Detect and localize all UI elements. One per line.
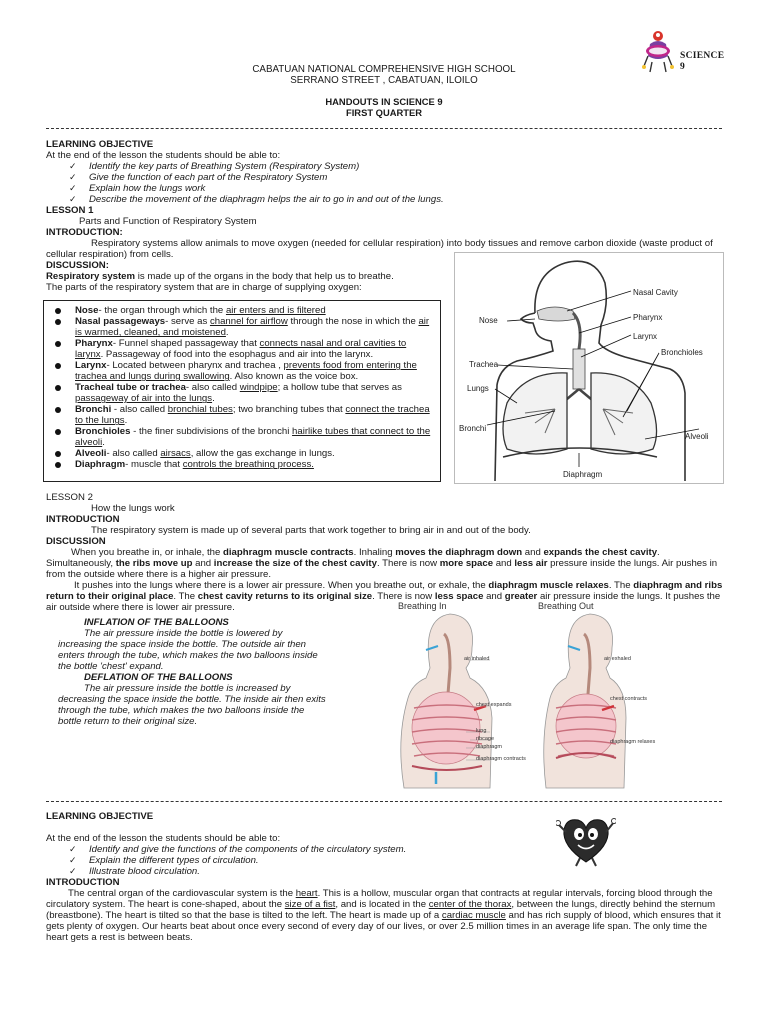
balloon-section xyxy=(58,617,326,727)
underlined-text: windpipe xyxy=(239,382,278,394)
lesson2-section xyxy=(46,492,726,613)
bold-text: less space xyxy=(434,591,484,603)
quarter-title: FIRST QUARTER xyxy=(345,107,423,118)
breathing-in-label: Breathing In xyxy=(398,601,447,611)
part-item xyxy=(49,426,435,448)
text: , and is located in the xyxy=(335,899,429,911)
text: and has rich supply of blood, which ensures that it gets plenty of oxygen. Our hearts beat about once every second of every day of our lives, or over 2.5 million times in an average life span. The only time the heart gets a rest is between beats. xyxy=(46,910,721,944)
bold-text: more space xyxy=(439,558,494,570)
text: - also called xyxy=(111,404,168,416)
text: , allow the gas exchange in lungs. xyxy=(190,448,335,460)
part-item xyxy=(49,305,435,316)
text: . There is now xyxy=(376,558,440,570)
objective-list xyxy=(46,844,730,877)
label-trachea: Trachea xyxy=(469,360,499,369)
part-item xyxy=(49,382,435,404)
lesson-label: LESSON 2 xyxy=(46,492,93,503)
text: . xyxy=(102,437,105,449)
text: . xyxy=(124,415,128,427)
text: air pressure inside the lungs. It pushes the air outside where there is lower air pressure. xyxy=(46,591,721,614)
separator xyxy=(46,128,722,129)
diaphragm-relaxes-label: diaphragm relaxes xyxy=(610,739,656,745)
parts-list xyxy=(49,305,435,470)
underlined-text: airsacs xyxy=(160,448,191,460)
bold-text: greater xyxy=(504,591,538,603)
text: - muscle that xyxy=(125,459,183,471)
text: - also called xyxy=(185,382,240,394)
term: Respiratory system xyxy=(46,271,136,283)
discussion-paragraph-1 xyxy=(46,547,726,580)
objective-list xyxy=(46,161,726,205)
text: - also called xyxy=(106,448,161,460)
discussion-text-2: The parts of the respiratory system that are in charge of supplying oxygen: xyxy=(46,282,362,294)
bold-text: expands the chest cavity xyxy=(543,547,658,559)
learning-objective-heading: LEARNING OBJECTIVE xyxy=(46,139,154,150)
chest-contracts-label: chest contracts xyxy=(610,696,647,702)
underlined-text: passageway of air into the lungs xyxy=(75,393,213,405)
underlined-text: hairlike tubes that connect to the alveoli xyxy=(75,426,431,449)
text: and xyxy=(493,558,515,570)
text: and xyxy=(483,591,505,603)
text: - the organ through which the xyxy=(98,305,226,316)
text: . Simultaneously, xyxy=(46,547,660,570)
part-term: Pharynx xyxy=(75,338,113,350)
objective-item: ✓ Identify the key parts of Breathing System (Respiratory System) xyxy=(63,161,726,172)
objective-item: ✓ Describe the movement of the diaphragm helps the air to go in and out of the lungs. xyxy=(63,194,726,205)
label-bronchi: Bronchi xyxy=(459,424,487,433)
text: . Also known as the voice box. xyxy=(229,371,359,383)
part-item xyxy=(49,316,435,338)
underlined-text: connect the trachea to the lungs xyxy=(75,404,430,427)
respiratory-system-figure xyxy=(454,252,724,484)
objective-intro: At the end of the lesson the students should be able to: xyxy=(46,833,281,845)
text: . Passageway of food into the esophagus and air into the larynx. xyxy=(100,349,374,361)
label-pharynx: Pharynx xyxy=(633,313,663,322)
lung-label: lung xyxy=(476,728,487,734)
label-larynx: Larynx xyxy=(633,332,658,341)
part-item xyxy=(49,360,435,382)
introduction-heading: INTRODUCTION xyxy=(46,514,120,526)
text: and xyxy=(192,558,214,570)
breathing-figure xyxy=(386,598,676,794)
objective-item: ✓ Illustrate blood circulation. xyxy=(63,866,730,877)
heart-mascot-icon xyxy=(556,812,616,868)
heart-mascot xyxy=(556,812,616,868)
part-term: Bronchioles xyxy=(75,426,131,438)
underlined-text: prevents food from entering the trachea and lungs during swallowing xyxy=(75,360,417,383)
discussion-text xyxy=(46,271,436,282)
introduction-text: Respiratory systems allow animals to move oxygen (needed for cellular respiration) into body tissues and remove carbon dioxide (waste product of cellular respiration) from cells. xyxy=(46,238,713,261)
label-nasal-cavity: Nasal Cavity xyxy=(633,288,678,297)
lesson-title: How the lungs work xyxy=(91,503,175,515)
underlined-text: channel for airflow xyxy=(209,316,288,328)
text: ; a hollow tube that serves as xyxy=(277,382,402,394)
learning-objective-heading: LEARNING OBJECTIVE xyxy=(46,811,154,822)
separator xyxy=(46,801,722,802)
text: pressure inside the lungs. Air pushes in from the outside where there is a higher air pressure. xyxy=(46,558,718,581)
respiratory-diagram-icon xyxy=(455,253,723,483)
bold-text: increase the size of the chest cavity xyxy=(213,558,377,570)
diaphragm-label: diaphragm xyxy=(476,744,502,750)
label-bronchioles: Bronchioles xyxy=(661,348,703,357)
objective-item: ✓ Explain how the lungs work xyxy=(63,183,726,194)
underlined-text: heart xyxy=(295,888,318,900)
part-term: Diaphragm xyxy=(75,459,126,471)
lesson3-section xyxy=(46,811,730,943)
part-item xyxy=(49,338,435,360)
underlined-text: center of the thorax xyxy=(428,899,512,911)
underlined-text: controls the breathing process. xyxy=(182,459,314,471)
objective-item: ✓ Explain the different types of circulation. xyxy=(63,855,730,866)
inflation-text: The air pressure inside the bottle is lowered by increasing the space inside the bottle. The outside air then enters through the tube, which makes the two balloons inside the bottle 'chest' expand. xyxy=(58,628,318,673)
school-address: SERRANO STREET , CABATUAN, ILOILO xyxy=(290,75,478,86)
text: - the finer subdivisions of the bronchi xyxy=(130,426,293,438)
introduction-text xyxy=(46,888,730,943)
underlined-text: connects nasal and oral cavities to larynx xyxy=(75,338,407,361)
part-term: Bronchi xyxy=(75,404,112,416)
bold-text: moves the diaphragm down xyxy=(395,547,523,559)
deflation-text: The air pressure inside the bottle is increased by decreasing the space inside the bottle. The inside air then exits through the tube, which makes the two balloons inside the bottle return to their original size. xyxy=(58,683,326,728)
discussion-heading: DISCUSSION xyxy=(46,536,106,548)
text: The central organ of the cardiovascular system is the xyxy=(68,888,296,900)
science-logo xyxy=(638,24,724,76)
text: When you breathe in, or inhale, the xyxy=(71,547,223,559)
text: - Located between pharynx and trachea , xyxy=(106,360,284,372)
part-term: Tracheal tube or trachea xyxy=(75,382,186,394)
bold-text: the ribs move up xyxy=(115,558,193,570)
label-lungs: Lungs xyxy=(467,384,489,393)
air-exhaled-label: air exhaled xyxy=(604,656,631,662)
text: , between the lungs, directly behind the sternum (breastbone). The heart is tilted so that the base is tilted to the left. The heart is made up of a xyxy=(46,899,716,922)
ribcage-label: ribcage xyxy=(476,736,495,742)
text: - serve as xyxy=(165,316,210,328)
bold-text: diaphragm muscle contracts xyxy=(223,547,354,559)
text: . xyxy=(212,393,215,405)
text: - Funnel shaped passageway that xyxy=(112,338,260,350)
text: It pushes into the lungs where there is a lower air pressure. When you breathe out, or exhale, the xyxy=(74,580,489,592)
objective-item: ✓ Give the function of each part of the Respiratory System xyxy=(63,172,726,183)
diaphragm-contracts-label: diaphragm contracts xyxy=(476,756,526,762)
chest-expands-label: chest expands xyxy=(476,702,512,708)
text: . xyxy=(225,327,229,339)
underlined-text: air is warmed, cleaned, and moistened xyxy=(75,316,430,339)
part-item xyxy=(49,459,435,470)
text: is made up of the organs in the body that help us to breathe. xyxy=(135,271,394,283)
text: . The xyxy=(608,580,634,592)
bold-text: diaphragm and ribs return to their original place xyxy=(46,580,723,603)
air-inhaled-label: air inhaled xyxy=(464,656,490,662)
underlined-text: cardiac muscle xyxy=(441,910,506,922)
objective-intro: At the end of the lesson the students should be able to: xyxy=(46,150,281,162)
text: and xyxy=(522,547,544,559)
introduction-heading: INTRODUCTION xyxy=(46,877,120,889)
objective-item: ✓ Identify and give the functions of the components of the circulatory system. xyxy=(63,844,730,855)
underlined-text: bronchial tubes xyxy=(167,404,233,416)
handout-title: HANDOUTS IN SCIENCE 9 xyxy=(325,96,443,107)
inflation-heading: INFLATION OF THE BALLOONS xyxy=(84,617,229,628)
logo-text: SCIENCE 9 xyxy=(680,51,725,72)
respiratory-parts-box xyxy=(43,300,441,482)
school-name: CABATUAN NATIONAL COMPREHENSIVE HIGH SCHOOL xyxy=(252,64,516,75)
text: through the nose in which the xyxy=(287,316,419,328)
text: ; two branching tubes that xyxy=(232,404,346,416)
lesson-title: Parts and Function of Respiratory System xyxy=(79,216,257,228)
underlined-text: air enters and is filtered xyxy=(225,305,326,316)
label-diaphragm: Diaphragm xyxy=(563,470,603,479)
label-nose: Nose xyxy=(479,316,498,325)
bold-text: chest cavity returns to its original size xyxy=(197,591,373,603)
part-term: Nasal passageways xyxy=(75,316,166,328)
part-term: Larynx xyxy=(75,360,107,372)
discussion-heading: DISCUSSION: xyxy=(46,260,109,272)
text: . There is now xyxy=(372,591,435,603)
label-alveoli: Alveoli xyxy=(685,432,709,441)
introduction-text: The respiratory system is made up of several parts that work together to bring air in and out of the body. xyxy=(91,525,531,537)
underlined-text: size of a fist xyxy=(284,899,336,911)
deflation-heading: DEFLATION OF THE BALLOONS xyxy=(84,672,233,684)
bold-text: diaphragm muscle relaxes xyxy=(488,580,609,592)
part-item xyxy=(49,404,435,426)
spacer xyxy=(46,822,730,833)
text: . This is a hollow, muscular organ that contracts at regular intervals, forcing blood through the circulatory system. The heart is cone-shaped, about the xyxy=(46,888,713,911)
part-term: Nose xyxy=(75,305,99,316)
breathing-diagram-icon xyxy=(386,598,676,794)
breathing-out-label: Breathing Out xyxy=(538,601,594,611)
introduction-heading: INTRODUCTION: xyxy=(46,227,123,239)
text: . Inhaling xyxy=(353,547,396,559)
bold-text: less air xyxy=(514,558,548,570)
part-term: Alveoli xyxy=(75,448,107,460)
part-item xyxy=(49,448,435,459)
text: . The xyxy=(173,591,198,603)
lesson-label: LESSON 1 xyxy=(46,205,94,217)
